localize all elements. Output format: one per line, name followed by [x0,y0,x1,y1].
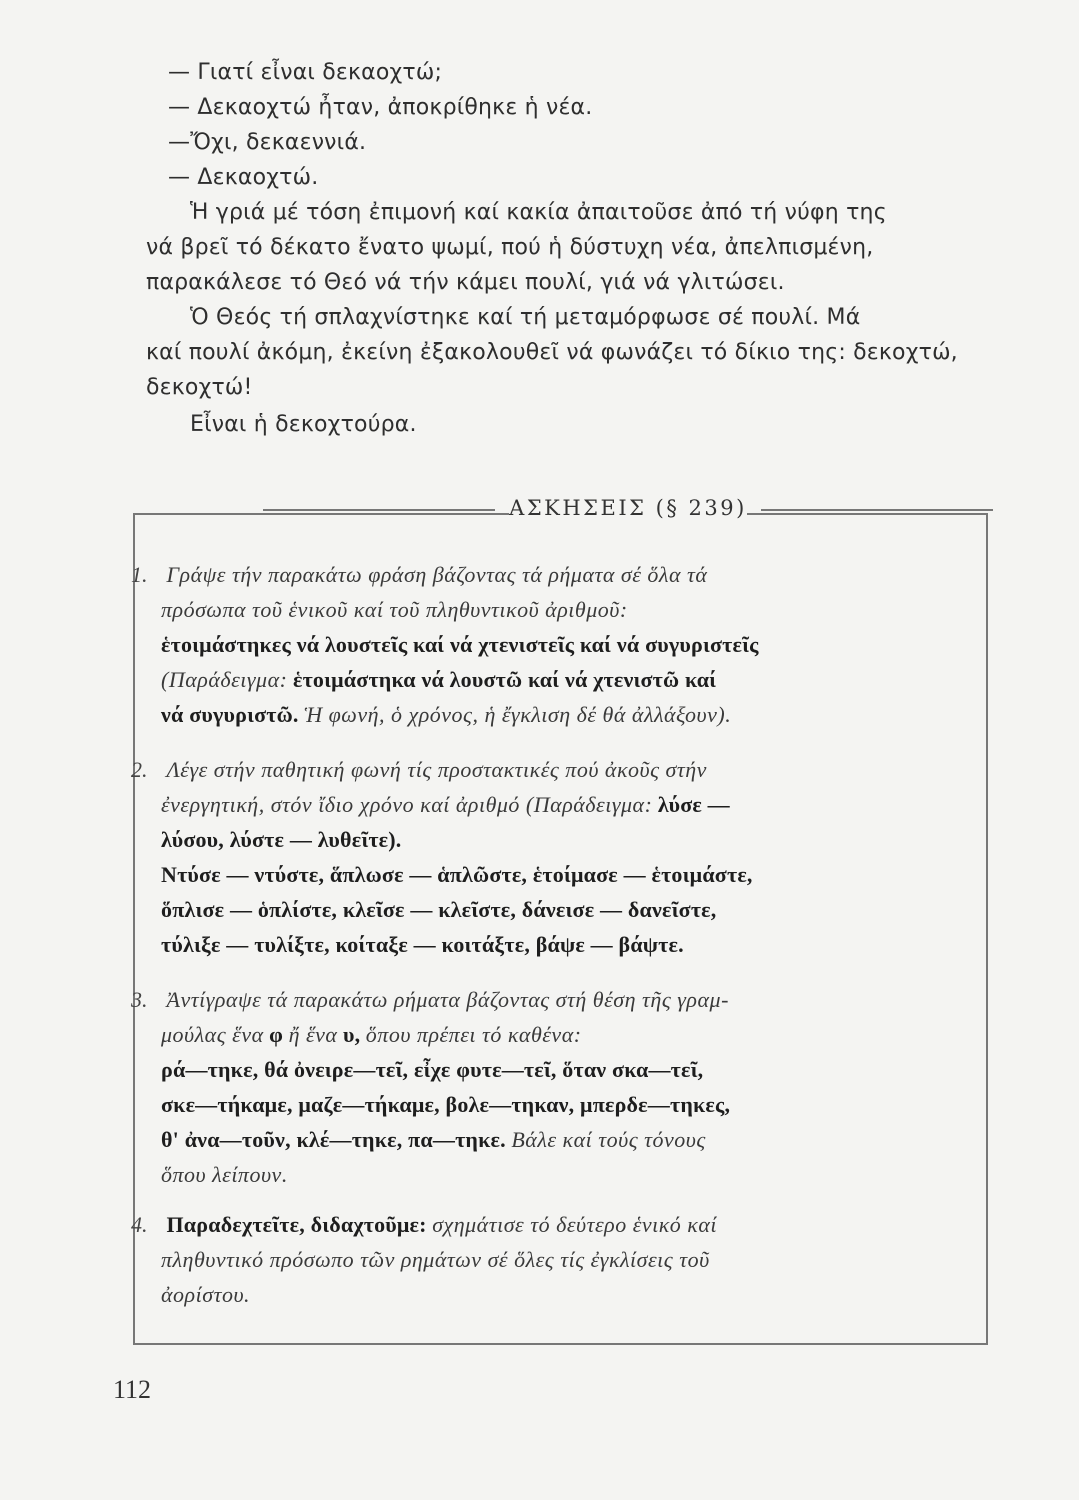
paragraph-line: νά βρεῖ τό δέκατο ἔνατο ψωμί, πού ἡ δύστυχη νέα, ἀπελπισμένη, [146,235,874,260]
example-label: (Παράδειγμα: [161,667,288,692]
bold-phrase: νά συγυριστῶ. [161,702,299,727]
bold-phrase: θ' ἀνα—τοῦν, κλέ—τηκε, πα—τηκε. [161,1127,506,1152]
instruction-text: Γράψε τήν παρακάτω φράση βάζοντας τά ρήματα σέ ὅλα τά [166,562,708,587]
bold-phrase: Ντύσε — ντύστε, ἅπλωσε — ἁπλῶστε, ἑτοίμασε — ἑτοιμάστε, [161,862,753,887]
instruction-text: Ἀντίγραψε τά παρακάτω ρήματα βάζοντας στή θέση τῆς γραμ- [166,987,729,1012]
dialogue-line: — Δεκαοχτώ. [168,165,319,190]
instruction-text: ἤ ἕνα [288,1022,338,1047]
bold-phrase: λύσε — [657,792,730,817]
instruction-text: πρόσωπα τοῦ ἑνικοῦ καί τοῦ πληθυντικοῦ ἀριθμοῦ: [161,597,628,622]
instruction-text: ὅπου λείπουν. [161,1162,288,1187]
bold-letter: υ, [342,1022,361,1047]
exercise-number: 3. [131,987,148,1012]
story-text [146,55,1006,442]
exercise-4 [131,1207,961,1312]
paragraph-line: Ἡ γριά μέ τόση ἐπιμονή καί κακία ἀπαιτοῦσε ἀπό τή νύφη της [190,200,887,225]
bold-phrase: ὅπλισε — ὁπλίστε, κλεῖσε — κλεῖστε, δάνεισε — δανεῖστε, [161,897,717,922]
instruction-text: Βάλε καί τούς τόνους [511,1127,706,1152]
dialogue-line: — Δεκαοχτώ ἦταν, ἀποκρίθηκε ἡ νέα. [168,95,593,120]
exercise-number: 1. [131,562,148,587]
instruction-text: σχημάτισε τό δεύτερο ἑνικό καί [432,1212,718,1237]
paragraph-line: Ὁ Θεός τή σπλαχνίστηκε καί τή μεταμόρφωσε σέ πουλί. Μά [190,305,861,330]
page-number: 112 [113,1375,152,1404]
bold-phrase: Παραδεχτεῖτε, διδαχτοῦμε: [166,1212,427,1237]
exercises-title: ΑΣΚΗΣΕΙΣ (§ 239) [509,496,747,520]
instruction-text: ἀορίστου. [161,1282,251,1307]
bold-phrase: ἑτοιμάστηκες νά λουστεῖς καί νά χτενιστεῖς καί νά συγυριστεῖς [161,632,759,657]
dialogue-line: —Ὄχι, δεκαεννιά. [168,130,367,155]
heading-rule-left [263,509,495,511]
exercise-number: 2. [131,757,148,782]
instruction-text: ὅπου πρέπει τό καθένα: [365,1022,582,1047]
bold-phrase: σκε—τήκαμε, μαζε—τήκαμε, βολε—τηκαν, μπερδε—τηκες, [161,1092,731,1117]
paragraph-line: καί πουλί ἀκόμη, ἐκείνη ἐξακολουθεῖ νά φωνάζει τό δίκιο της: δεκοχτώ, [146,340,958,365]
closing-line: Εἶναι ἡ δεκοχτούρα. [190,412,417,437]
instruction-text: Ἡ φωνή, ὁ χρόνος, ἡ ἔγκλιση δέ θά ἀλλάξουν). [304,702,732,727]
bold-phrase: τύλιξε — τυλίξτε, κοίταξε — κοιτάξτε, βάψε — βάψτε. [161,932,684,957]
instruction-text: ἐνεργητική, στόν ἴδιο χρόνο καί ἀριθμό (Παράδειγμα: [161,792,653,817]
exercise-number: 4. [131,1212,148,1237]
instruction-text: μούλας ἕνα [161,1022,264,1047]
paragraph-line: δεκοχτώ! [146,375,253,400]
heading-rule-right [761,509,993,511]
dialogue-line: — Γιατί εἶναι δεκαοχτώ; [168,60,443,85]
bold-phrase: ρά—τηκε, θά ὀνειρε—τεῖ, εἶχε φυτε—τεῖ, ὅταν σκα—τεῖ, [161,1057,704,1082]
exercise-2 [131,752,961,962]
bold-phrase: λύσου, λύστε — λυθεῖτε). [161,827,402,852]
paragraph-line: παρακάλεσε τό Θεό νά τήν κάμει πουλί, γιά νά γλιτώσει. [146,270,785,295]
exercise-1 [131,557,961,732]
instruction-text: πληθυντικό πρόσωπο τῶν ρημάτων σέ ὅλες τίς ἐγκλίσεις τοῦ [161,1247,710,1272]
instruction-text: Λέγε στήν παθητική φωνή τίς προστακτικές πού ἀκοῦς στήν [166,757,707,782]
bold-letter: φ [269,1022,284,1047]
exercises-heading [133,496,993,520]
bold-phrase: ἑτοιμάστηκα νά λουστῶ καί νά χτενιστῶ καί [292,667,717,692]
exercise-3 [131,982,961,1192]
